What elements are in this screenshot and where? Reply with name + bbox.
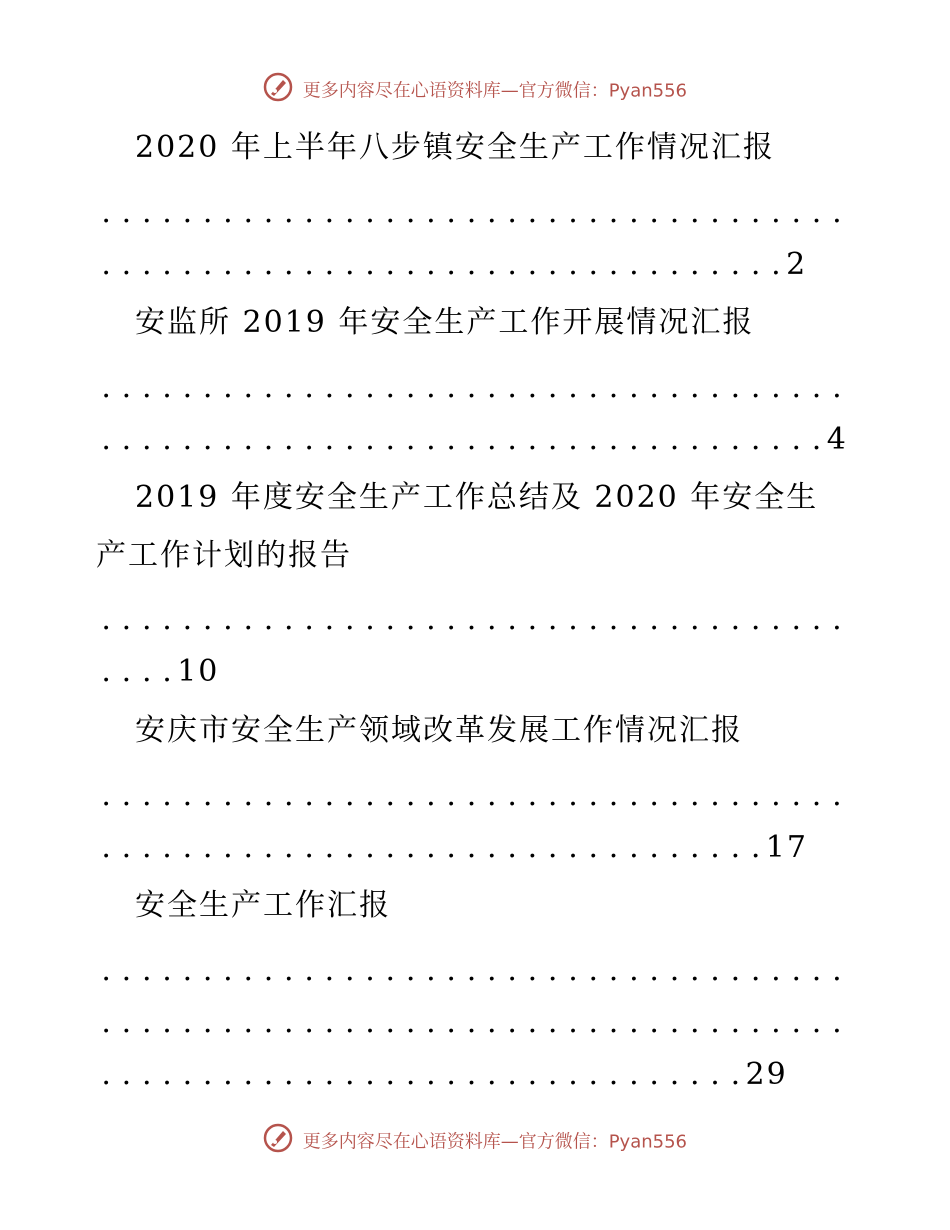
toc-page-number: 10 [177, 654, 220, 689]
toc-page-number: 2 [786, 247, 808, 282]
toc-entry-title[interactable]: 安全生产工作汇报 [135, 888, 391, 923]
toc-leader-dots: . . . . . . . . . . . . . . . . . . . . . . . . . . . . . . . . . . . . . [101, 370, 842, 405]
toc-leader-dots: . . . . . . . . . . . . . . . . . . . . . . . . . . . . . . . . . . . . . [101, 953, 842, 988]
header-banner-text: 更多内容尽在心语资料库—官方微信：Pyan556 [302, 80, 688, 102]
toc-entry-title[interactable]: 2019 年度安全生产工作总结及 2020 年安全生 [135, 480, 819, 515]
pen-logo-icon [263, 1123, 293, 1158]
toc-page-number: 4 [826, 422, 848, 457]
toc-leader-dots: . . . . . . . . . . . . . . . . . . . . . . . . . . . . . . . . . . 2 [101, 247, 808, 282]
header-banner [0, 72, 950, 107]
footer-banner-text: 更多内容尽在心语资料库—官方微信：Pyan556 [302, 1131, 688, 1153]
toc-leader-dots: . . . . . . . . . . . . . . . . . . . . . . . . . . . . . . . . . . . . . [101, 602, 842, 637]
pen-logo-icon [263, 72, 293, 107]
toc-leader-dots: . . . . . . . . . . . . . . . . . . . . . . . . . . . . . . . . 29 [101, 1057, 788, 1092]
toc-leader-dots: . . . . 10 [101, 654, 220, 689]
toc-leader-dots: . . . . . . . . . . . . . . . . . . . . . . . . . . . . . . . . . . . . . [101, 195, 842, 230]
toc-entry-title[interactable]: 安监所 2019 年安全生产工作开展情况汇报 [135, 305, 755, 340]
toc-entry-title-continued[interactable]: 产工作计划的报告 [96, 538, 352, 573]
toc-entry-title[interactable]: 安庆市安全生产领域改革发展工作情况汇报 [135, 713, 743, 748]
toc-leader-dots: . . . . . . . . . . . . . . . . . . . . . . . . . . . . . . . . . . . . . [101, 778, 842, 813]
footer-banner [0, 1123, 950, 1158]
toc-entry-title[interactable]: 2020 年上半年八步镇安全生产工作情况汇报 [135, 130, 775, 165]
toc-page-number: 29 [745, 1057, 788, 1092]
toc-leader-dots: . . . . . . . . . . . . . . . . . . . . . . . . . . . . . . . . . . . . . [101, 1005, 842, 1040]
toc-page-number: 17 [765, 830, 808, 865]
toc-leader-dots: . . . . . . . . . . . . . . . . . . . . . . . . . . . . . . . . . . . . 4 [101, 422, 848, 457]
toc-leader-dots: . . . . . . . . . . . . . . . . . . . . . . . . . . . . . . . . . 17 [101, 830, 808, 865]
